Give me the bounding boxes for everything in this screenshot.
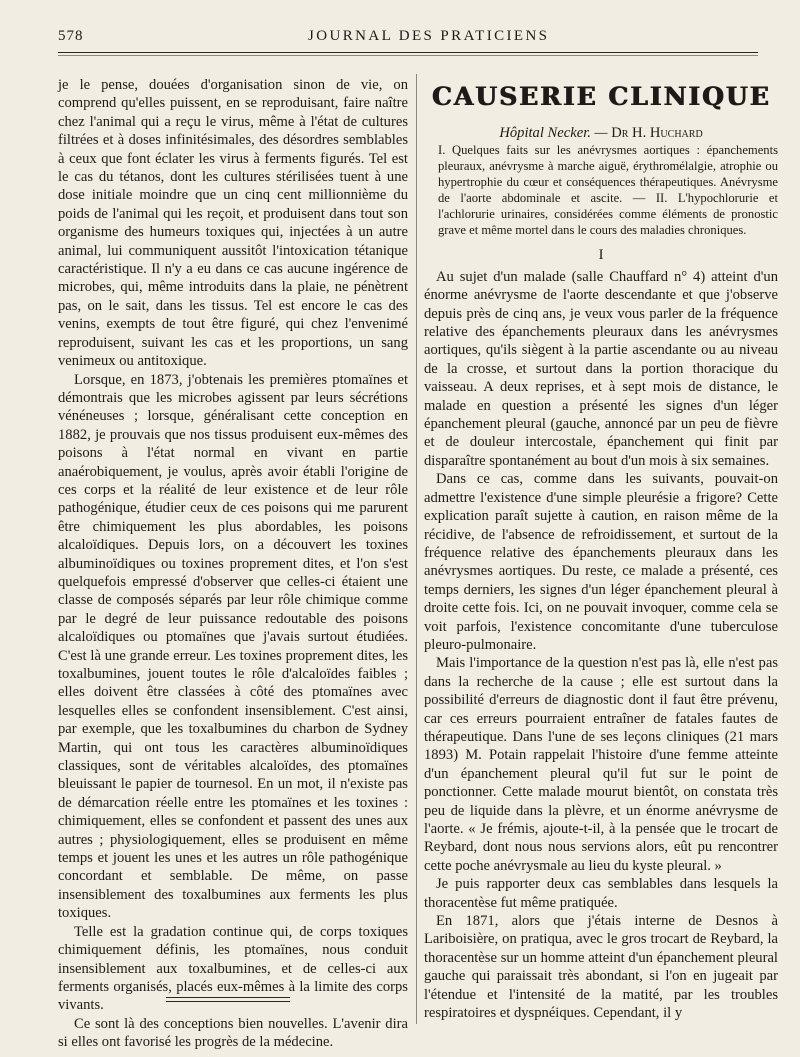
article-summary: I. Quelques faits sur les anévrysmes aortiques : épanchements pleuraux, anévrysme à marche aiguë, érythromélalgie, atrophie ou hypertrophie du cœur et conséquences thérapeutiques. Anévrysme de l'aorte abdominale et ascite. — II. L'hypochlorurie et l'achlorurie urinaires, considérées comme éléments de pronostic grave et même mortel dans le cours des maladies chroniques.	[438, 143, 778, 238]
paragraph: je le pense, douées d'organisation sinon de vie, on comprend qu'elles puissent, en se reproduisant, faire naître chez l'animal qui a reçu le virus, même à l'état de cultures filtrées et à doses infinitésimales, des désordres semblables à ceux que font éclater les virus à ferments figurés. Tel est le cas du tétanos, dont les cultures stérilisées tuent à une dose initiale moindre que un cinq cent millionnième du poids de l'animal qui les reçoit, et produisent dans tout son organisme des humeurs toxiques qui, injectées à un autre animal, lui communiquent aussitôt l'intoxication tétanique caractéristique. Il n'y a eu dans ce cas aucune ingérence de microbes, qui, même introduits dans la plaie, ne pénètrent pas, on le sait, dans les tissus. Tel est encore le cas des venins, exempts de tout être figuré, qui chez l'envenimé reproduisent, suivant les cas et les proportions, un sang venimeux ou antitoxique.	[58, 77, 408, 370]
paragraph: Mais l'importance de la question n'est pas là, elle n'est pas dans la recherche de la cause ; elle est surtout dans la possibilité d'erreurs de diagnostic dont il faut être prévenu, car ces erreurs pourraient entraîner de fatales fautes de thérapeutique. Dans l'une de ses leçons cliniques (21 mars 1893) M. Potain rappelait l'histoire d'une femme atteinte d'un épanchement pleural qu'il fut sur le point de ponctionner. Cette malade mourut bientôt, on constata très peu de liquide dans la plèvre, et un énorme anévrysme de l'aorte. « Je frémis, ajoute-t-il, à la pensée que le trocart de Reybard, dont nous nous servions alors, eût pu rencontrer cette poche anévrysmale au lieu du kyste pleural. »	[424, 655, 778, 874]
byline-place: Hôpital Necker. —	[499, 125, 608, 141]
section-title: CAUSERIE CLINIQUE	[431, 82, 771, 111]
paragraph: Ce sont là des conceptions bien nouvelles. L'avenir dira si elles ont favorisé les progrès de la médecine.	[58, 1015, 408, 1051]
page-number: 578	[58, 28, 84, 44]
right-column	[424, 76, 778, 1022]
left-column	[58, 76, 408, 1052]
paragraph: Au sujet d'un malade (salle Chauffard n° 4) atteint d'un énorme anévrysme de l'aorte descendante et que j'observe depuis près de cinq ans, je veux vous parler de la fréquence relative des épanchements pleuraux dans les anévrysmes aortiques, qu'ils siègent à la partie ascendante ou au niveau de la crosse, et surtout dans la portion thoracique du vaisseau. A deux reprises, et à sept mois de distance, le malade en question a présenté les signes d'un léger épanchement pleural (gauche, annoncé par un peu de fièvre et de douleur intercostale, épanchement qui finit par disparaître spontanément au bout d'un mois à six semaines.	[424, 268, 778, 469]
paragraph: Dans ce cas, comme dans les suivants, pouvait-on admettre l'existence d'une simple pleurésie a frigore? Cette explication paraît sujette à caution, en raison même de la récidive, de l'absence de refroidissement, et surtout de la fréquence relative des épanchements pleuraux dans les anévrysmes aortiques. Du reste, ce malade a présenté, ces temps derniers, les signes d'un léger épanchement pleural à droite cette fois. Ici, on ne pouvait invoquer, comme cela se voit parfois, l'existence concomitante d'une tuberculose pleuro-pulmonaire.	[424, 471, 778, 653]
paragraph: En 1871, alors que j'étais interne de Desnos à Lariboisière, on pratiqua, avec le gros trocart de Reybard, la thoracentèse sur un homme atteint d'un épanchement pleural gauche qui paraissait très abondant, si l'on en jugeait par l'étendue et l'intensité de la matité, par les troubles respiratoires et dyspnéiques. Cependant, il y	[424, 913, 778, 1022]
paragraph: Telle est la gradation continue qui, de corps toxiques chimiquement définis, les ptomaïnes, nous conduit insensiblement aux toxalbumines, et de celles-ci aux ferments organisés, placés eux-mêmes à la limite des corps vivants.	[58, 923, 408, 1014]
journal-title: JOURNAL DES PRATICIENS	[308, 28, 550, 44]
part-number: I	[598, 247, 604, 264]
header-rule	[58, 52, 758, 53]
running-header	[58, 24, 758, 46]
paragraph: Lorsque, en 1873, j'obtenais les premières ptomaïnes et démontrais que les microbes agissent par leurs sécrétions vénéneuses ; lorsque, généralisant cette conception en 1882, je prouvais que nos tissus produisent eux-mêmes des poisons à l'état normal en vivant en partie anaérobiquement, je voulus, après avoir établi l'origine de ces corps et la réalité de leur existence et de leur rôle pathogénique, étudier ceux de ces poisons qui me parurent être chimiquement les plus abordables, les poisons alcaloïdiques. Depuis lors, on a découvert les toxines albuminoïdiques ou toxines proprement dites, et l'on s'est quelquefois empressé d'observer que celles-ci étaient une classe de composés séparés par leur rôle chimique comme par le degré de leur puissance redoutable des poisons alcaloïdiques ou ptomaïnes que j'avais surtout étudiées. C'est là une grande erreur. Les toxines proprement dites, les toxalbumines, jouent toutes le rôle d'alcaloïdes faibles ; elles doivent être classées à côté des ptomaïnes avec lesquelles elles se confondent insensiblement. C'est ainsi, par exemple, que les toxalbumines du charbon de Sydney Martin, qui ont tous les caractères albuminoïdiques classiques, sont de véritables alcaloïdes, des ptomaïnes bleuissant le papier de tournesol. En un mot, il n'existe pas de démarcation réelle entre les ptomaïnes et les toxines : chimiquement, elles se confondent et passent des unes aux autres ; physiologiquement, elles se produisent en même temps et jouent les unes et les autres un rôle pathogénique concordant et semblable. De même, on passe insensiblement des toxalbumines aux ferments les plus toxiques.	[58, 371, 408, 922]
end-of-article-rule	[166, 997, 290, 1002]
header-rule-thin	[58, 55, 758, 56]
column-divider	[416, 74, 417, 1024]
byline	[424, 124, 778, 142]
byline-author: Dr H. Huchard	[611, 125, 703, 141]
paragraph: Je puis rapporter deux cas semblables dans lesquels la thoracentèse fut même pratiquée.	[424, 876, 778, 911]
